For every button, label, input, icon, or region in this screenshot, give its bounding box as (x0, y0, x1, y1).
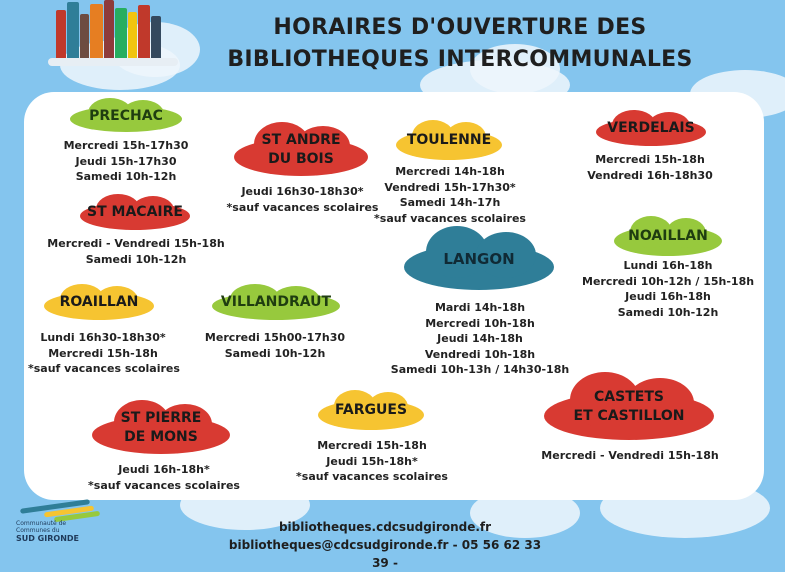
cloud-st-macaire (80, 194, 190, 230)
library-name-fargues: FARGUES (334, 401, 408, 418)
hours-fargues: Mercredi 15h-18h Jeudi 15h-18h* *sauf vacances scolaires (296, 439, 448, 483)
logo-text: Communauté de Communes du SUD GIRONDE (16, 520, 79, 543)
library-name-castets-et-castillon: CASTETS ET CASTILLON (573, 389, 685, 424)
contact-info: bibliotheques@cdcsudgironde.fr - 05 56 62 33 39 - (228, 538, 542, 570)
cloud-toulenne (396, 120, 502, 160)
cdc-sud-gironde-logo (14, 500, 114, 552)
cloud-noaillan (614, 216, 722, 256)
library-name-st-pierre-de-mons: ST PIERRE DE MONS (120, 410, 202, 445)
hours-st-pierre-de-mons: Jeudi 16h-18h* *sauf vacances scolaires (88, 463, 240, 492)
books-illustration (28, 0, 168, 68)
library-name-toulenne: TOULENNE (406, 131, 492, 148)
library-name-verdelais: VERDELAIS (607, 119, 695, 136)
library-name-st-andre-du-bois: ST ANDRE DU BOIS (261, 132, 341, 167)
hours-verdelais: Mercredi 15h-18h Vendredi 16h-18h30 (587, 153, 713, 182)
library-name-langon: LANGON (443, 249, 515, 268)
library-name-prechac: PRECHAC (89, 107, 163, 124)
hours-langon: Mardi 14h-18h Mercredi 10h-18h Jeudi 14h-18h Vendredi 10h-18h Samedi 10h-13h / 14h30-18h (390, 301, 570, 376)
library-name-villandraut: VILLANDRAUT (220, 293, 332, 310)
cloud-roaillan (44, 284, 154, 320)
title-line-2: BIBLIOTHEQUES INTERCOMMUNALES (227, 47, 693, 72)
cloud-st-pierre-de-mons (92, 400, 230, 456)
website-link[interactable]: bibliotheques.cdcsudgironde.fr (278, 520, 492, 534)
library-name-roaillan: ROAILLAN (59, 293, 139, 310)
cloud-fargues (318, 390, 424, 430)
title-line-1: HORAIRES D'OUVERTURE DES (273, 15, 647, 40)
hours-toulenne: Mercredi 14h-18h Vendredi 15h-17h30* Samedi 14h-17h *sauf vacances scolaires (374, 165, 526, 225)
library-name-st-macaire: ST MACAIRE (87, 203, 183, 220)
footer-contact (220, 518, 550, 572)
library-name-noaillan: NOAILLAN (628, 227, 708, 244)
cloud-langon (404, 226, 554, 292)
hours-noaillan: Lundi 16h-18h Mercredi 10h-12h / 15h-18h Jeudi 16h-18h Samedi 10h-12h (582, 259, 755, 319)
hours-st-macaire: Mercredi - Vendredi 15h-18h Samedi 10h-12h (47, 237, 225, 266)
page-title (205, 12, 715, 76)
cloud-villandraut (212, 284, 340, 320)
hours-villandraut: Mercredi 15h00-17h30 Samedi 10h-12h (204, 331, 346, 360)
hours-prechac: Mercredi 15h-17h30 Jeudi 15h-17h30 Samedi 10h-12h (63, 139, 189, 183)
hours-roaillan: Lundi 16h30-18h30* Mercredi 15h-18h *sauf vacances scolaires (28, 331, 180, 375)
hours-st-andre-du-bois: Jeudi 16h30-18h30* *sauf vacances scolaires (226, 185, 379, 214)
cloud-verdelais (596, 110, 706, 146)
hours-castets-et-castillon: Mercredi - Vendredi 15h-18h (541, 449, 719, 462)
cloud-prechac (70, 98, 182, 134)
cloud-st-andre-du-bois (234, 122, 368, 178)
cloud-castets-et-castillon (544, 372, 714, 442)
